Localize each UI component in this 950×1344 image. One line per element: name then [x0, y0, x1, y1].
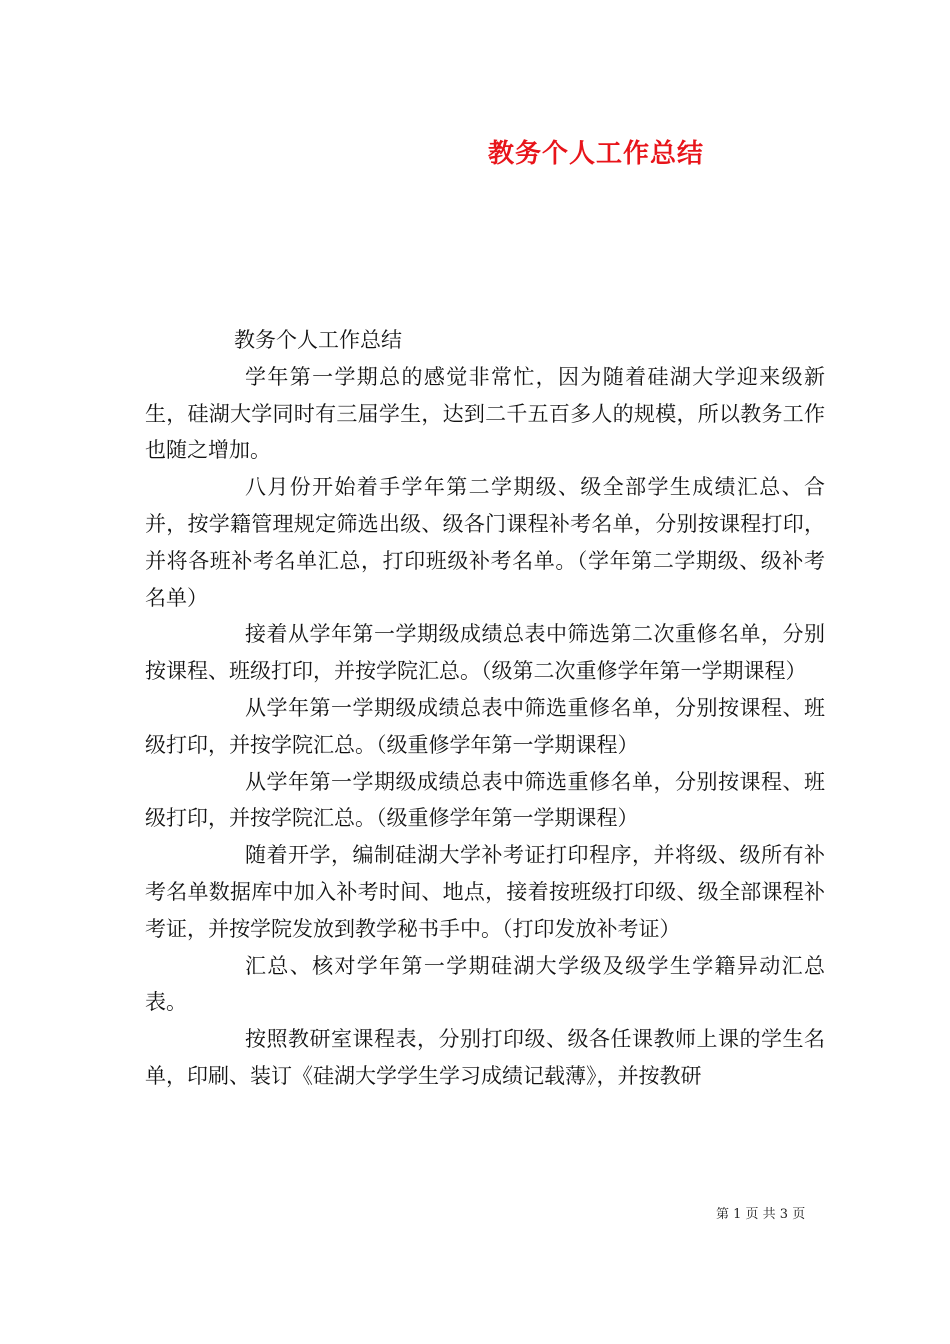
- paragraph: 从学年第一学期级成绩总表中筛选重修名单，分别按课程、班级打印，并按学院汇总。（级重修学年第一学期课程）: [145, 769, 825, 831]
- paragraph: 随着开学，编制硅湖大学补考证打印程序，并将级、级所有补考名单数据库中加入补考时间、地点，接着按班级打印级、级全部课程补考证，并按学院发放到教学秘书手中。（打印发放补考证）: [145, 843, 825, 941]
- paragraph: 八月份开始着手学年第二学期级、级全部学生成绩汇总、合并，按学籍管理规定筛选出级、级各门课程补考名单，分别按课程打印，并将各班补考名单汇总，打印班级补考名单。（学年第二学期级、级补考名单）: [145, 475, 825, 610]
- body-heading: 教务个人工作总结: [234, 328, 402, 352]
- page-number-footer: 第 1 页 共 3 页: [716, 1207, 806, 1222]
- paragraph: 接着从学年第一学期级成绩总表中筛选第二次重修名单，分别按课程、班级打印，并按学院汇总。（级第二次重修学年第一学期课程）: [145, 622, 825, 684]
- paragraph: 汇总、核对学年第一学期硅湖大学级及级学生学籍异动汇总表。: [145, 953, 825, 1015]
- document-title: 教务个人工作总结: [488, 139, 705, 169]
- paragraph: 学年第一学期总的感觉非常忙，因为随着硅湖大学迎来级新生，硅湖大学同时有三届学生，达到二千五百多人的规模，所以教务工作也随之增加。: [145, 364, 825, 463]
- paragraph: 按照教研室课程表，分别打印级、级各任课教师上课的学生名单，印刷、装订《硅湖大学学生学习成绩记载薄》，并按教研: [145, 1027, 825, 1088]
- paragraph: 从学年第一学期级成绩总表中筛选重修名单，分别按课程、班级打印，并按学院汇总。（级重修学年第一学期课程）: [145, 695, 825, 757]
- document-body: [145, 322, 825, 1095]
